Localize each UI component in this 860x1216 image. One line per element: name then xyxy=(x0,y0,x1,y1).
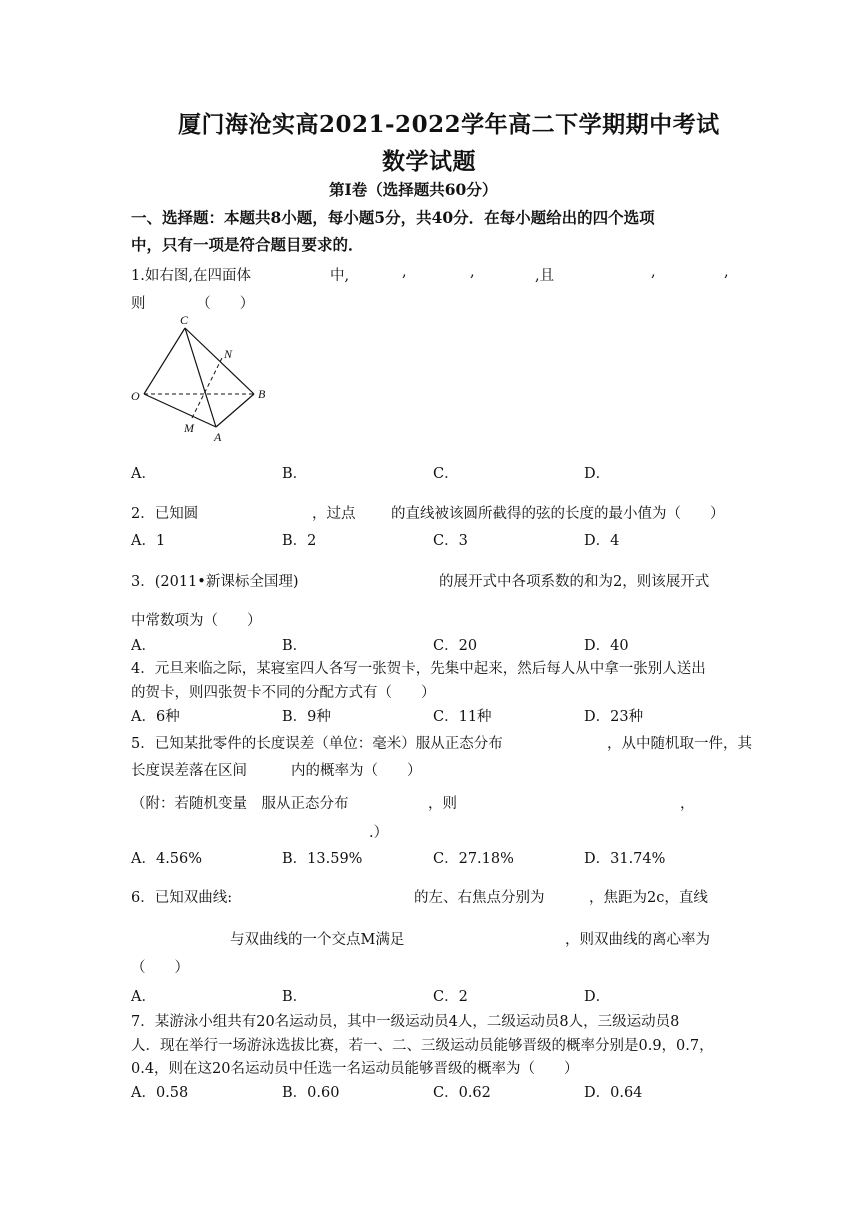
q2-option-b: B．2 xyxy=(282,533,317,549)
q7-text-line1: 7．某游泳小组共有20名运动员，其中一级运动员4人，二级运动员8人，三级运动员8 xyxy=(131,1014,680,1030)
edge-OC xyxy=(144,328,185,394)
vertex-label-A: A xyxy=(214,430,222,444)
q1-option-c: C． xyxy=(433,466,459,482)
q3-text-part: 3．(2011•新课标全国理) xyxy=(131,574,299,590)
section-instruction-line2: 中，只有一项是符合题目要求的． xyxy=(131,235,364,254)
q5-text-part: ，从中随机取一件，其 xyxy=(607,736,752,752)
q4-option-b: B．9种 xyxy=(282,709,331,725)
q2-text-part: ，过点 xyxy=(312,506,356,522)
q5-text-part: 5．已知某批零件的长度误差（单位：毫米）服从正态分布 xyxy=(131,736,503,752)
q7-option-a: A．0.58 xyxy=(131,1085,189,1101)
vertex-label-O: O xyxy=(131,389,140,403)
q6-option-b: B． xyxy=(282,989,308,1005)
q2-text-part: 2．已知圆 xyxy=(131,506,199,522)
q5-appendix-part: ， xyxy=(680,796,695,812)
q6-option-c: C．2 xyxy=(433,989,468,1005)
edge-AB xyxy=(216,394,254,427)
point-label-N: N xyxy=(224,347,233,361)
q2-option-c: C．3 xyxy=(433,533,468,549)
vertex-label-B: B xyxy=(258,387,266,401)
q1-option-b: B． xyxy=(282,466,308,482)
q6-option-d: D． xyxy=(584,989,611,1005)
q5-appendix-part: .） xyxy=(369,825,389,841)
section-instruction-line1: 一、选择题：本题共8小题，每小题5分，共40分．在每小题给出的四个选项 xyxy=(131,208,655,227)
q5-text-part: 内的概率为（ ） xyxy=(291,763,422,779)
q2-text-part: 的直线被该圆所截得的弦的长度的最小值为（ ） xyxy=(391,506,725,522)
q6-option-a: A． xyxy=(131,989,156,1005)
q3-option-d: D．40 xyxy=(584,638,629,654)
q5-option-b: B．13.59% xyxy=(282,851,363,867)
q5-option-a: A．4.56% xyxy=(131,851,203,867)
q7-text-line3: 0.4，则在这20名运动员中任选一名运动员能够晋级的概率为（ ） xyxy=(131,1061,579,1077)
q6-text-part: ，焦距为2c，直线 xyxy=(589,890,708,906)
q4-text-line1: 4．元旦来临之际，某寝室四人各写一张贺卡，先集中起来，然后每人从中拿一张别人送出 xyxy=(131,661,706,677)
q3-text-line2: 中常数项为（ ） xyxy=(131,613,262,629)
q7-text-line2: 人．现在举行一场游泳选拔比赛，若一、二、三级运动员能够晋级的概率分别是0.9，0.7， xyxy=(131,1038,714,1054)
q5-text-part: 长度误差落在区间 xyxy=(131,763,247,779)
q3-option-c: C．20 xyxy=(433,638,478,654)
q3-option-a: A． xyxy=(131,638,156,654)
q1-text-part: , xyxy=(470,264,475,280)
q5-appendix-part: （附：若随机变量 服从正态分布 xyxy=(131,796,349,812)
q1-text-part: 1.如右图,在四面体 xyxy=(131,268,251,284)
q7-option-d: D．0.64 xyxy=(584,1085,643,1101)
q1-text-part: , xyxy=(651,264,656,280)
q3-text-part: 的展开式中各项系数的和为2，则该展开式 xyxy=(439,574,710,590)
q4-option-c: C．11种 xyxy=(433,709,492,725)
q5-option-d: D．31.74% xyxy=(584,851,666,867)
edge-OA xyxy=(144,394,216,427)
q6-text-part: （ ） xyxy=(131,960,189,976)
segment-MN-hidden xyxy=(192,358,222,418)
q5-option-c: C．27.18% xyxy=(433,851,514,867)
exam-subtitle: 数学试题 xyxy=(382,148,476,175)
q4-option-a: A．6种 xyxy=(131,709,180,725)
q1-text-part: , xyxy=(724,264,729,280)
q7-option-c: C．0.62 xyxy=(433,1085,491,1101)
q1-option-d: D． xyxy=(584,466,611,482)
q6-text-part: 与双曲线的一个交点M满足 xyxy=(230,932,405,948)
tetrahedron-figure xyxy=(128,308,278,448)
q1-option-a: A． xyxy=(131,466,156,482)
point-label-M: M xyxy=(184,421,194,435)
q1-text-line2: 则 （ ） xyxy=(131,296,255,312)
q2-option-a: A．1 xyxy=(131,533,166,549)
q1-text-part: , xyxy=(402,264,407,280)
q6-text-part: 的左、右焦点分别为 xyxy=(414,890,545,906)
q7-option-b: B．0.60 xyxy=(282,1085,340,1101)
q5-appendix-part: ，则 xyxy=(428,796,457,812)
q1-text-part: ,且 xyxy=(535,268,555,284)
vertex-label-C: C xyxy=(180,313,189,327)
q6-text-part: 6．已知双曲线: xyxy=(131,890,233,906)
q1-text-part: 中, xyxy=(330,268,350,284)
part-heading: 第Ⅰ卷（选择题共60分） xyxy=(329,180,498,199)
q2-option-d: D．4 xyxy=(584,533,620,549)
q4-text-line2: 的贺卡，则四张贺卡不同的分配方式有（ ） xyxy=(131,685,436,701)
exam-title: 厦门海沧实高2021-2022学年高二下学期期中考试 xyxy=(178,111,720,138)
q6-text-part: ，则双曲线的离心率为 xyxy=(565,932,710,948)
q3-option-b: B． xyxy=(282,638,308,654)
q4-option-d: D．23种 xyxy=(584,709,644,725)
